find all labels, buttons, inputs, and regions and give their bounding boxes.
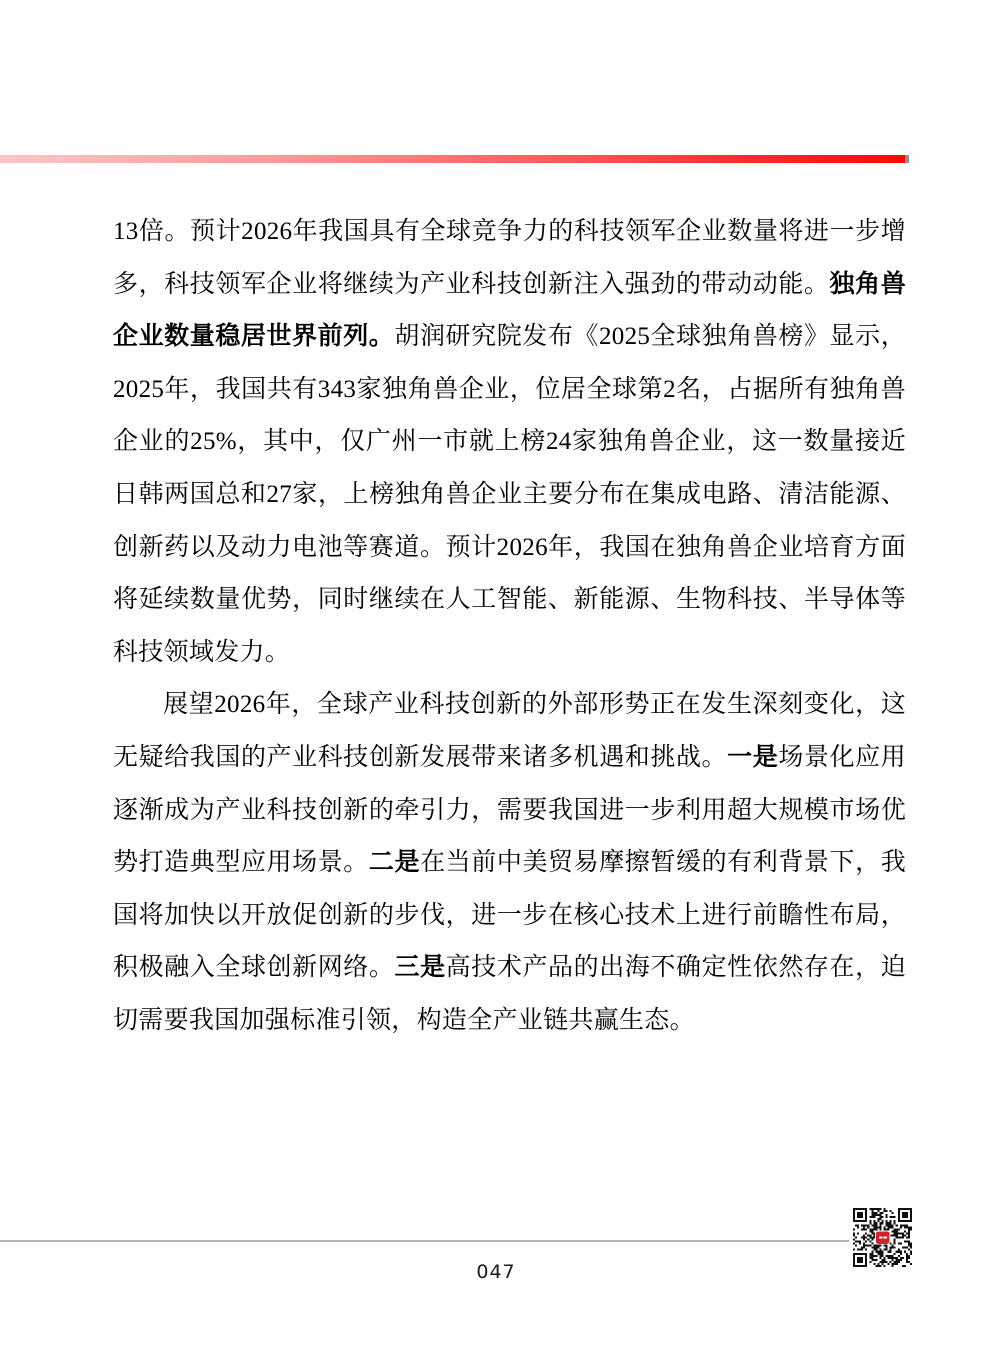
paragraph-1 [113,206,906,679]
text-run: 展望2026年，全球产业科技创新的外部形势正在发生深刻变化，这无疑给我国的产业科技创新发展带来诸多机遇和挑战。 [113,691,906,771]
text-run: 场景化应用逐渐成为产业科技创新的牵引力，需要我国进一步利用超大规模市场优势打造典型应用场景。 [113,743,906,877]
text-run: 二是 [368,849,421,877]
footer-divider [0,1240,849,1242]
text-run: 一是 [727,743,779,771]
text-run: 13倍。预计2026年我国具有全球竞争力的科技领军企业数量将进一步增多，科技领军企业将继续为产业科技创新注入强劲的带动动能。 [113,218,906,298]
text-run: 在当前中美贸易摩擦暂缓的有利背景下，我国将加快以开放促创新的步伐，进一步在核心技术上进行前瞻性布局，积极融入全球创新网络。 [113,849,906,982]
text-run: 高技术产品的出海不确定性依然存在，迫切需要我国加强标准引领，构造全产业链共赢生态。 [113,954,906,1034]
header-accent-bar [0,155,905,163]
text-run: 三是 [394,954,446,982]
qr-code-icon [853,1208,912,1267]
text-run: 独角兽企业数量稳居世界前列。 [113,270,906,351]
accent-bar-end-cap [905,155,909,163]
paragraph-2 [113,679,906,1047]
body-text [113,206,906,1048]
text-run: 胡润研究院发布《2025全球独角兽榜》显示，2025年，我国共有343家独角兽企业，位居全球第2名，占据所有独角兽企业的25%，其中，仅广州一市就上榜24家独角兽企业，这一数量接近日韩两国总和27家，上榜独角兽企业主要分布在集成电路、清洁能源、创新药以及动力电池等赛道。预计2026年，我国在独角兽企业培育方面将延续数量优势，同时继续在人工智能、新能源、生物科技、半导体等科技领域发力。 [113,323,906,666]
page-number: 047 [476,1261,516,1283]
